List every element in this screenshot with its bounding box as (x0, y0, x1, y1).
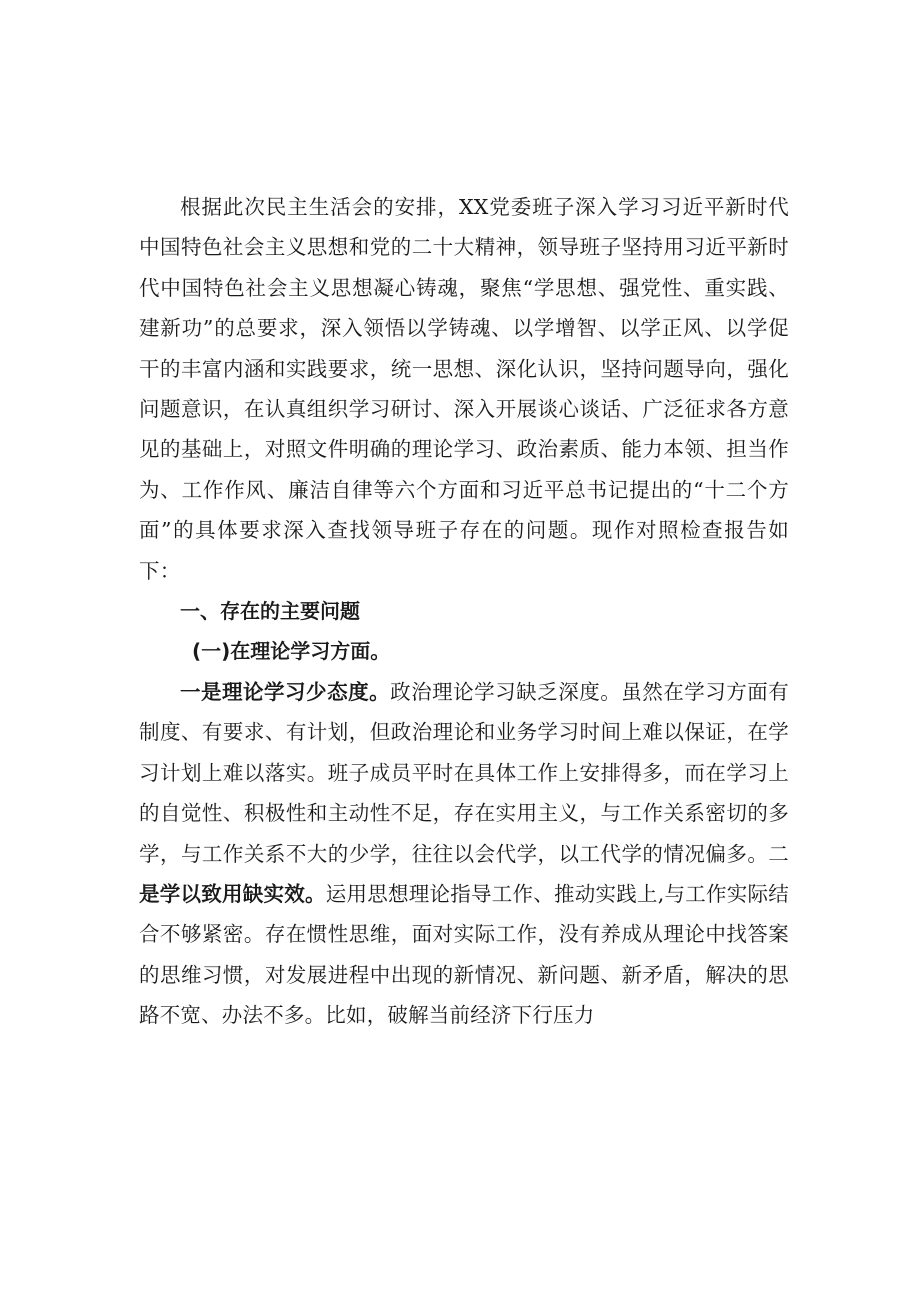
subsection-heading: (一)在理论学习方面。 (192, 639, 391, 664)
item1-lead: 一是理论学习少态度。 (180, 679, 391, 704)
item1-text: 政治理论学习缺乏深度。虽然在学习方面有制度、有要求、有计划，但政治理论和业务学习时间上难以保证，在学习计划上难以落实。班子成员平时在具体工作上安排得多，而在学习上的自觉性、积极性和主动性不足，存在实用主义，与工作关系密切的多学，与工作关系不大的少学，往往以会代学，以工代学的情况偏多。 (139, 679, 789, 866)
section-heading: 一、存在的主要问题 (180, 599, 360, 624)
theory-study-paragraph (139, 672, 789, 1036)
item2-lead: 是学以致用缺实效。 (139, 881, 326, 906)
intro-paragraph: 根据此次民主生活会的安排，XX党委班子深入学习习近平新时代中国特色社会主义思想和党的二十大精神，领导班子坚持用习近平新时代中国特色社会主义思想凝心铸魂，聚焦“学思想、强党性、重实践、建新功”的总要求，深入领悟以学铸魂、以学增智、以学正风、以学促干的丰富内涵和实践要求，统一思想、深化认识，坚持问题导向，强化问题意识，在认真组织学习研讨、深入开展谈心谈话、广泛征求各方意见的基础上，对照文件明确的理论学习、政治素质、能力本领、担当作为、工作作风、廉洁自律等六个方面和习近平总书记提出的“十二个方面”的具体要求深入查找领导班子存在的问题。现作对照检查报告如下： (139, 195, 789, 583)
item2-prefix: 二 (768, 841, 789, 866)
item2-text: 运用思想理论指导工作、推动实践上,与工作实际结合不够紧密。存在惯性思维，面对实际工作，没有养成从理论中找答案的思维习惯，对发展进程中出现的新情况、新问题、新矛盾，解决的思路不宽、办法不多。比如，破解当前经济下行压力 (139, 881, 789, 1028)
document-body (139, 187, 789, 1036)
